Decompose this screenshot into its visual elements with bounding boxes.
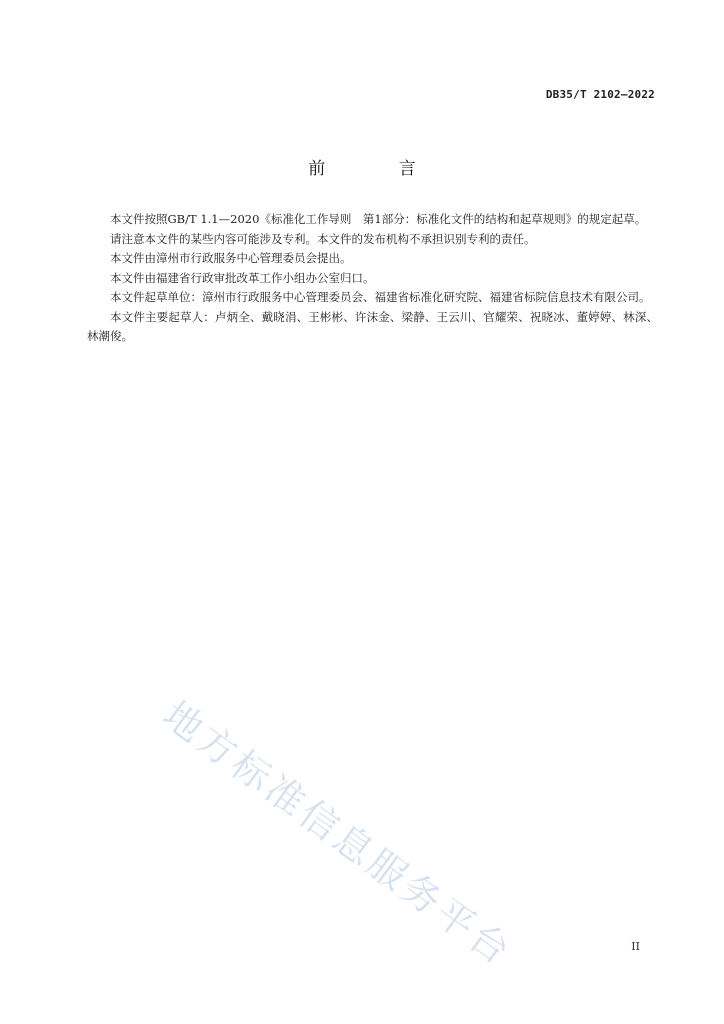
paragraph-drafting-units: 本文件起草单位：漳州市行政服务中心管理委员会、福建省标准化研究院、福建省标院信息技术有限公司。 [110, 290, 651, 304]
document-code: DB35/T 2102—2022 [545, 88, 655, 101]
page-title: 前 言 [308, 159, 450, 179]
paragraph-proposer: 本文件由漳州市行政服务中心管理委员会提出。 [110, 251, 352, 265]
paragraph-drafting-rules: 本文件按照GB/T 1.1—2020《标准化工作导则 第1部分：标准化文件的结构和起草规则》的规定起草。 [110, 212, 647, 226]
paragraph-patent-notice: 请注意本文件的某些内容可能涉及专利。本文件的发布机构不承担识别专利的责任。 [110, 231, 536, 246]
page-number: II [631, 940, 640, 953]
foreword-body [87, 210, 658, 347]
paragraph-drafters: 本文件主要起草人：卢炳全、戴晓涓、王彬彬、许沫金、梁静、王云川、官耀荣、祝晓冰、董婷婷、林深、林潮俊。 [87, 309, 658, 343]
watermark: 地方标准信息服务平台 [155, 692, 521, 976]
paragraph-centralized-unit: 本文件由福建省行政审批改革工作小组办公室归口。 [110, 270, 375, 285]
